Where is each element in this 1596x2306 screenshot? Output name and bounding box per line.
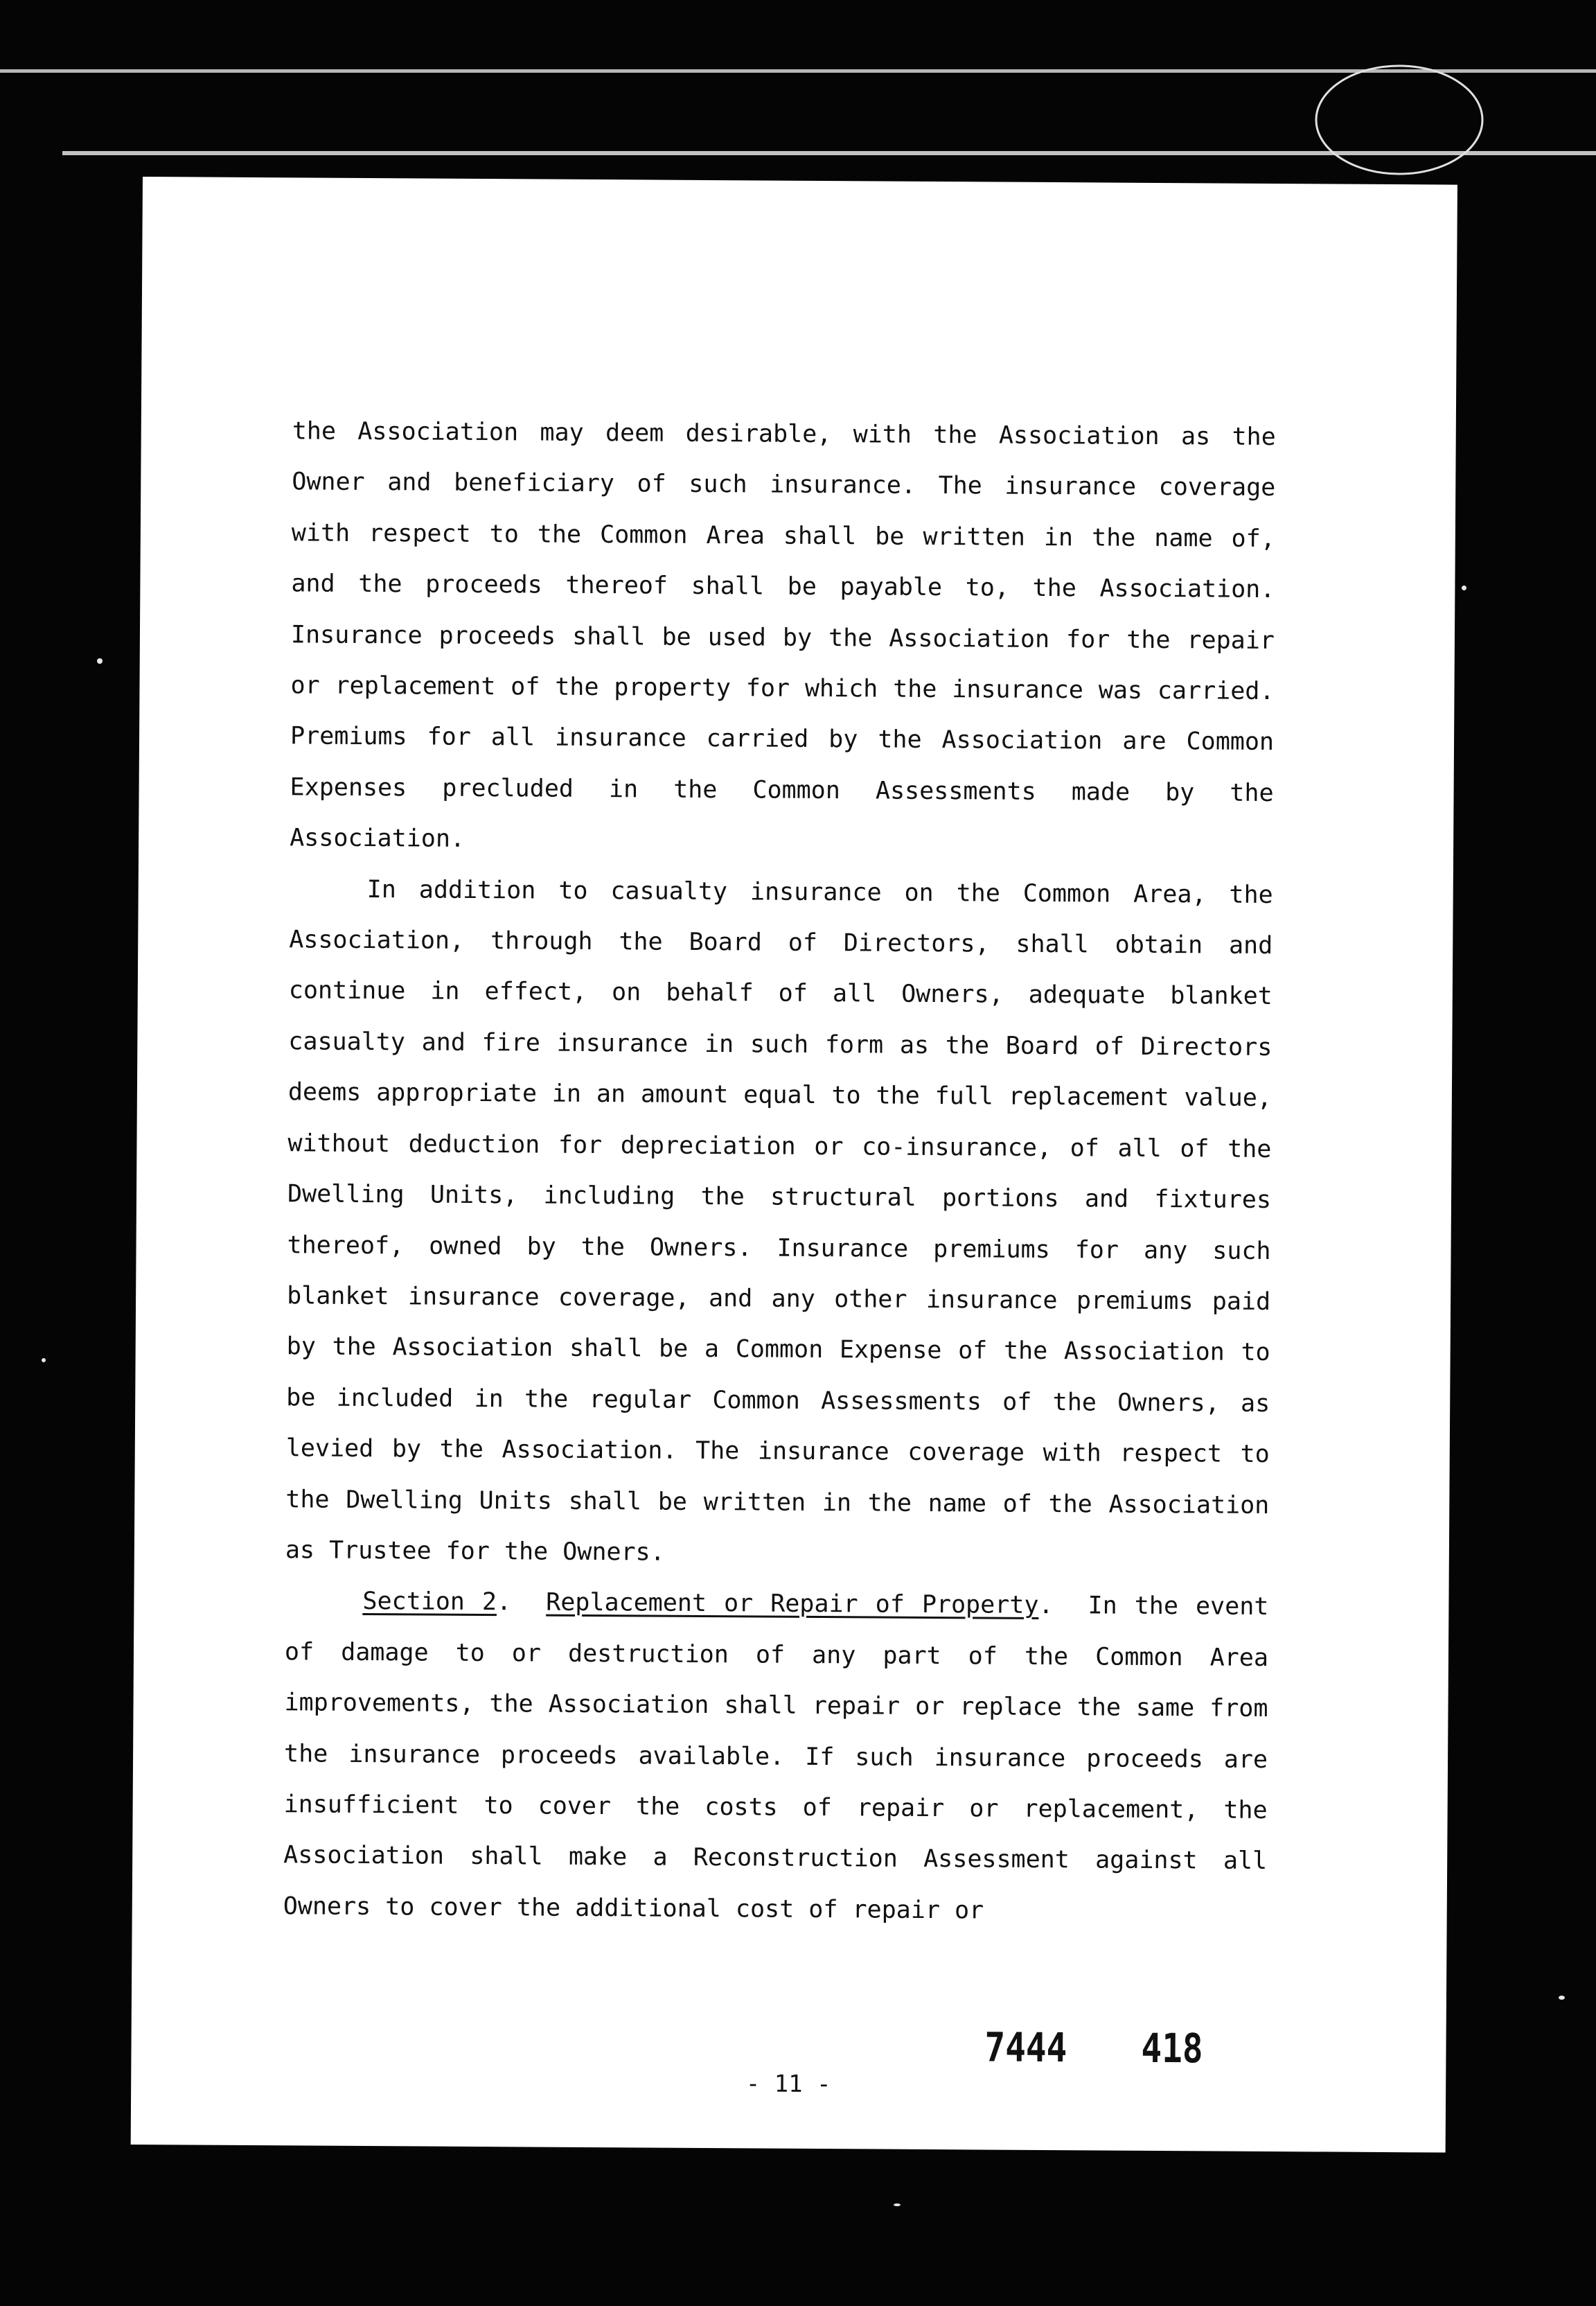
recording-stamp-book: 7444 <box>984 2023 1067 2072</box>
section-number: Section 2 <box>362 1587 497 1617</box>
paragraph-section-2: Section 2. Replacement or Repair of Property. In the event of damage to or destruction of any part of the Common Area improvements, the Association shall repair or replace the same from the insurance proceeds available. If such insurance proceeds are insufficient to cover the costs of repair or replacement, the Association shall make a Reconstruction Assessment against all Owners to cover the additional cost of repair or <box>283 1587 1269 1925</box>
page-number: - 11 - <box>745 2070 831 2099</box>
scan-speck <box>97 658 103 664</box>
handwritten-circle-mark <box>1295 54 1496 186</box>
scan-speck <box>1462 586 1466 590</box>
section-title: Replacement or Repair of Property <box>546 1588 1039 1620</box>
paragraph-blanket-insurance: In addition to casualty insurance on the Common Area, the Association, through the Board of Directors, shall obtain and continue in effect, on behalf of all Owners, adequate blanket casualty and fire insurance in such form as the Board of Directors deems appropriate in an amount equal to the full replacement value, without deduction for depreciation or co-insurance, of all of the Dwelling Units, including the structural portions and fixtures thereof, owned by the Owners. Insurance premiums for any such blanket insurance coverage, and any other insurance premiums paid by the Association shall be a Common Expense of the Association to be included in the regular Common Assessments of the Owners, as levied by the Association. The insurance coverage with respect to the Dwelling Units shall be written in the name of the Association as Trustee for the Owners. <box>285 875 1273 1567</box>
document-page <box>131 177 1457 2153</box>
scan-speck <box>1559 1996 1565 2000</box>
document-body <box>283 406 1276 1938</box>
recording-stamp-page: 418 <box>1141 2024 1203 2072</box>
paragraph-insurance-proceeds: the Association may deem desirable, with the Association as the Owner and beneficiary of such insurance. The insurance coverage with respect to the Common Area shall be written in the name of, and the proceeds thereof shall be payable to, the Association. Insurance proceeds shall be used by the Association for the repair or replacement of the property for which the insurance was carried. Premiums for all insurance carried by the Association are Common Expenses precluded in the Common Assessments made by the Association. <box>290 417 1276 854</box>
scan-speck <box>42 1358 46 1362</box>
section-text: In the event of damage to or destruction of any part of the Common Area improvements, the Association shall repair or replace the same from the insurance proceeds available. If such insurance proceeds are insufficient to cover the costs of repair or replacement, the Association shall make a Reconstruction Assessment against all Owners to cover the additional cost of repair or <box>283 1592 1269 1925</box>
scan-speck <box>894 2203 901 2206</box>
